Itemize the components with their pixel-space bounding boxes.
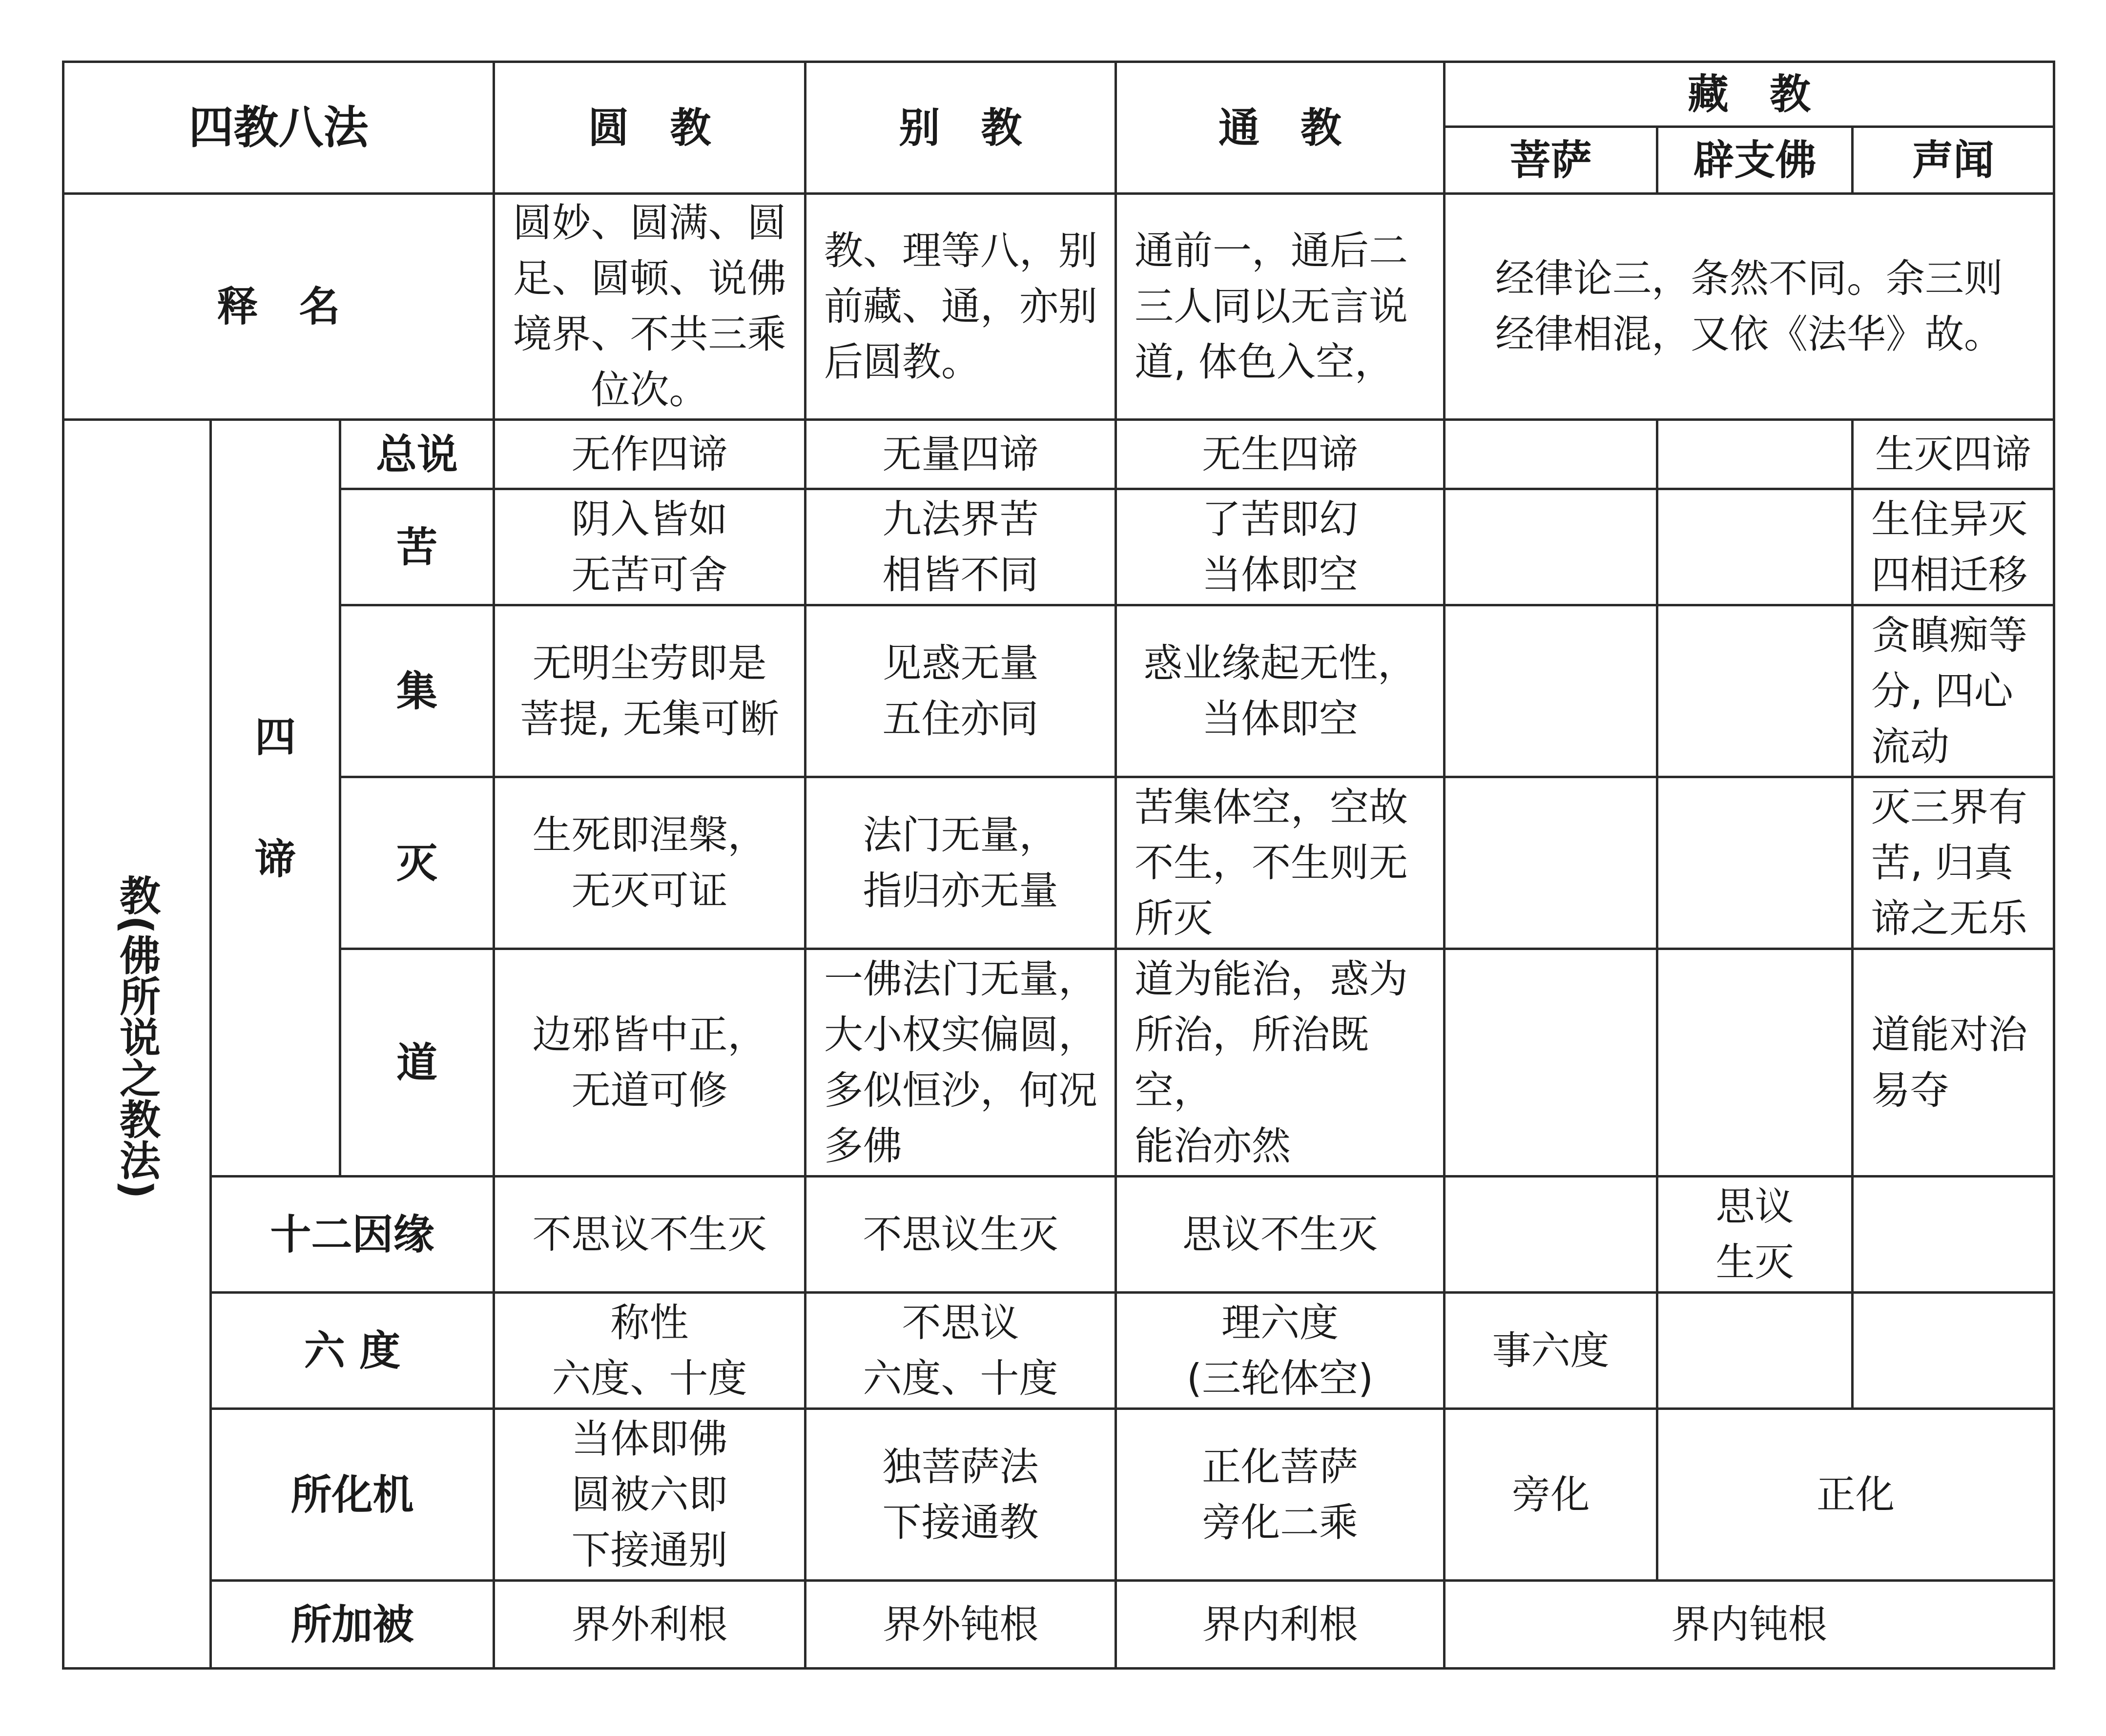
four-teachings-table xyxy=(62,61,2055,1670)
cell-zongshuo-tong: 无生四谛 xyxy=(1116,420,1445,489)
header-pusa: 菩萨 xyxy=(1445,127,1657,194)
table-row-liudu xyxy=(63,1293,2054,1409)
cell-liudu-shengwen xyxy=(1853,1293,2054,1409)
cell-yinyuan-pusa xyxy=(1445,1177,1657,1293)
table-row-ji xyxy=(63,605,2054,777)
cell-zongshuo-pizhifo xyxy=(1657,420,1853,489)
row-label-liudu: 六 度 xyxy=(211,1293,494,1409)
cell-suohuaji-yuan: 当体即佛 圆被六即 下接通别 xyxy=(494,1409,805,1581)
cell-ku-bie: 九法界苦 相皆不同 xyxy=(805,489,1116,605)
cell-ku-pizhifo xyxy=(1657,489,1853,605)
cell-suohuaji-erchen: 正化 xyxy=(1657,1409,2054,1581)
cell-suojiabei-tong: 界内利根 xyxy=(1116,1581,1445,1669)
cell-ji-pizhifo xyxy=(1657,605,1853,777)
table-title: 四教八法 xyxy=(63,62,494,194)
cell-ji-tong: 惑业缘起无性， 当体即空 xyxy=(1116,605,1445,777)
row-label-yinyuan: 十二因缘 xyxy=(211,1177,494,1293)
row-label-suojiabei: 所加被 xyxy=(211,1581,494,1669)
row-label-zongshuo: 总说 xyxy=(340,420,494,489)
cell-suohuaji-pusa: 旁化 xyxy=(1445,1409,1657,1581)
cell-yinyuan-bie: 不思议生灭 xyxy=(805,1177,1116,1293)
row-label-ku: 苦 xyxy=(340,489,494,605)
cell-shiming-bie: 教、理等八，别 前藏、通，亦别 后圆教。 xyxy=(805,194,1116,420)
cell-suojiabei-yuan: 界外利根 xyxy=(494,1581,805,1669)
cell-ku-pusa xyxy=(1445,489,1657,605)
header-row xyxy=(63,62,2054,127)
row-label-ji: 集 xyxy=(340,605,494,777)
cell-ku-tong: 了苦即幻 当体即空 xyxy=(1116,489,1445,605)
cell-liudu-bie: 不思议 六度、十度 xyxy=(805,1293,1116,1409)
cell-shiming-tong: 通前一，通后二 三人同以无言说 道, 体色入空， xyxy=(1116,194,1445,420)
cell-mie-bie: 法门无量， 指归亦无量 xyxy=(805,777,1116,949)
row-label-dao: 道 xyxy=(340,949,494,1177)
header-pizhifo: 辟支佛 xyxy=(1657,127,1853,194)
row-label-shiming: 释 名 xyxy=(63,194,494,420)
side-label-sidi-1: 四 xyxy=(254,713,296,761)
cell-suohuaji-bie: 独菩萨法 下接通教 xyxy=(805,1409,1116,1581)
cell-mie-shengwen: 灭三界有 苦, 归真 谛之无乐 xyxy=(1853,777,2054,949)
cell-suojiabei-bie: 界外钝根 xyxy=(805,1581,1116,1669)
cell-ku-yuan: 阴入皆如 无苦可舍 xyxy=(494,489,805,605)
cell-yinyuan-yuan: 不思议不生灭 xyxy=(494,1177,805,1293)
header-tong-jiao: 通 教 xyxy=(1116,62,1445,194)
cell-suohuaji-tong: 正化菩萨 旁化二乘 xyxy=(1116,1409,1445,1581)
cell-dao-bie: 一佛法门无量， 大小权实偏圆， 多似恒沙，何况 多佛 xyxy=(805,949,1116,1177)
row-label-suohuaji: 所化机 xyxy=(211,1409,494,1581)
cell-yinyuan-pizhifo: 思议 生灭 xyxy=(1657,1177,1853,1293)
cell-dao-yuan: 边邪皆中正， 无道可修 xyxy=(494,949,805,1177)
cell-zongshuo-yuan: 无作四谛 xyxy=(494,420,805,489)
row-label-mie: 灭 xyxy=(340,777,494,949)
side-label-sidi-2: 谛 xyxy=(254,835,296,883)
cell-zongshuo-shengwen: 生灭四谛 xyxy=(1853,420,2054,489)
header-bie-jiao: 别 教 xyxy=(805,62,1116,194)
cell-ku-shengwen: 生住异灭 四相迁移 xyxy=(1853,489,2054,605)
header-zang-jiao: 藏 教 xyxy=(1445,62,2054,127)
header-shengwen: 声闻 xyxy=(1853,127,2054,194)
cell-ji-shengwen: 贪瞋痴等 分, 四心 流动 xyxy=(1853,605,2054,777)
cell-shiming-yuan: 圆妙、圆满、圆 足、圆顿、说佛 境界、不共三乘 位次。 xyxy=(494,194,805,420)
table-row-yinyuan xyxy=(63,1177,2054,1293)
cell-yinyuan-shengwen xyxy=(1853,1177,2054,1293)
table-row-mie xyxy=(63,777,2054,949)
cell-suojiabei-zang: 界内钝根 xyxy=(1445,1581,2054,1669)
cell-liudu-pizhifo xyxy=(1657,1293,1853,1409)
cell-mie-pusa xyxy=(1445,777,1657,949)
cell-shiming-zang: 经律论三，条然不同。余三则 经律相混，又依《法华》故。 xyxy=(1445,194,2054,420)
cell-liudu-yuan: 称性 六度、十度 xyxy=(494,1293,805,1409)
cell-liudu-pusa: 事六度 xyxy=(1445,1293,1657,1409)
cell-yinyuan-tong: 思议不生灭 xyxy=(1116,1177,1445,1293)
side-label-jiao xyxy=(63,420,211,1669)
table-row-suojiabei xyxy=(63,1581,2054,1669)
cell-dao-tong: 道为能治，惑为 所治，所治既空， 能治亦然 xyxy=(1116,949,1445,1177)
table-row-shiming xyxy=(63,194,2054,420)
header-yuan-jiao: 圆 教 xyxy=(494,62,805,194)
cell-mie-pizhifo xyxy=(1657,777,1853,949)
cell-dao-pizhifo xyxy=(1657,949,1853,1177)
cell-ji-yuan: 无明尘劳即是 菩提, 无集可断 xyxy=(494,605,805,777)
side-label-jiao-text: 教(佛所说之教法) xyxy=(113,874,161,1199)
cell-zongshuo-bie: 无量四谛 xyxy=(805,420,1116,489)
cell-ji-bie: 见惑无量 五住亦同 xyxy=(805,605,1116,777)
cell-dao-pusa xyxy=(1445,949,1657,1177)
cell-mie-tong: 苦集体空，空故 不生，不生则无 所灭 xyxy=(1116,777,1445,949)
table-row-zongshuo xyxy=(63,420,2054,489)
side-label-sidi xyxy=(211,420,340,1177)
cell-ji-pusa xyxy=(1445,605,1657,777)
table-row-dao xyxy=(63,949,2054,1177)
cell-mie-yuan: 生死即涅槃， 无灭可证 xyxy=(494,777,805,949)
table-row-ku xyxy=(63,489,2054,605)
cell-zongshuo-pusa xyxy=(1445,420,1657,489)
cell-liudu-tong: 理六度 (三轮体空) xyxy=(1116,1293,1445,1409)
table-row-suohuaji xyxy=(63,1409,2054,1581)
cell-dao-shengwen: 道能对治 易夺 xyxy=(1853,949,2054,1177)
